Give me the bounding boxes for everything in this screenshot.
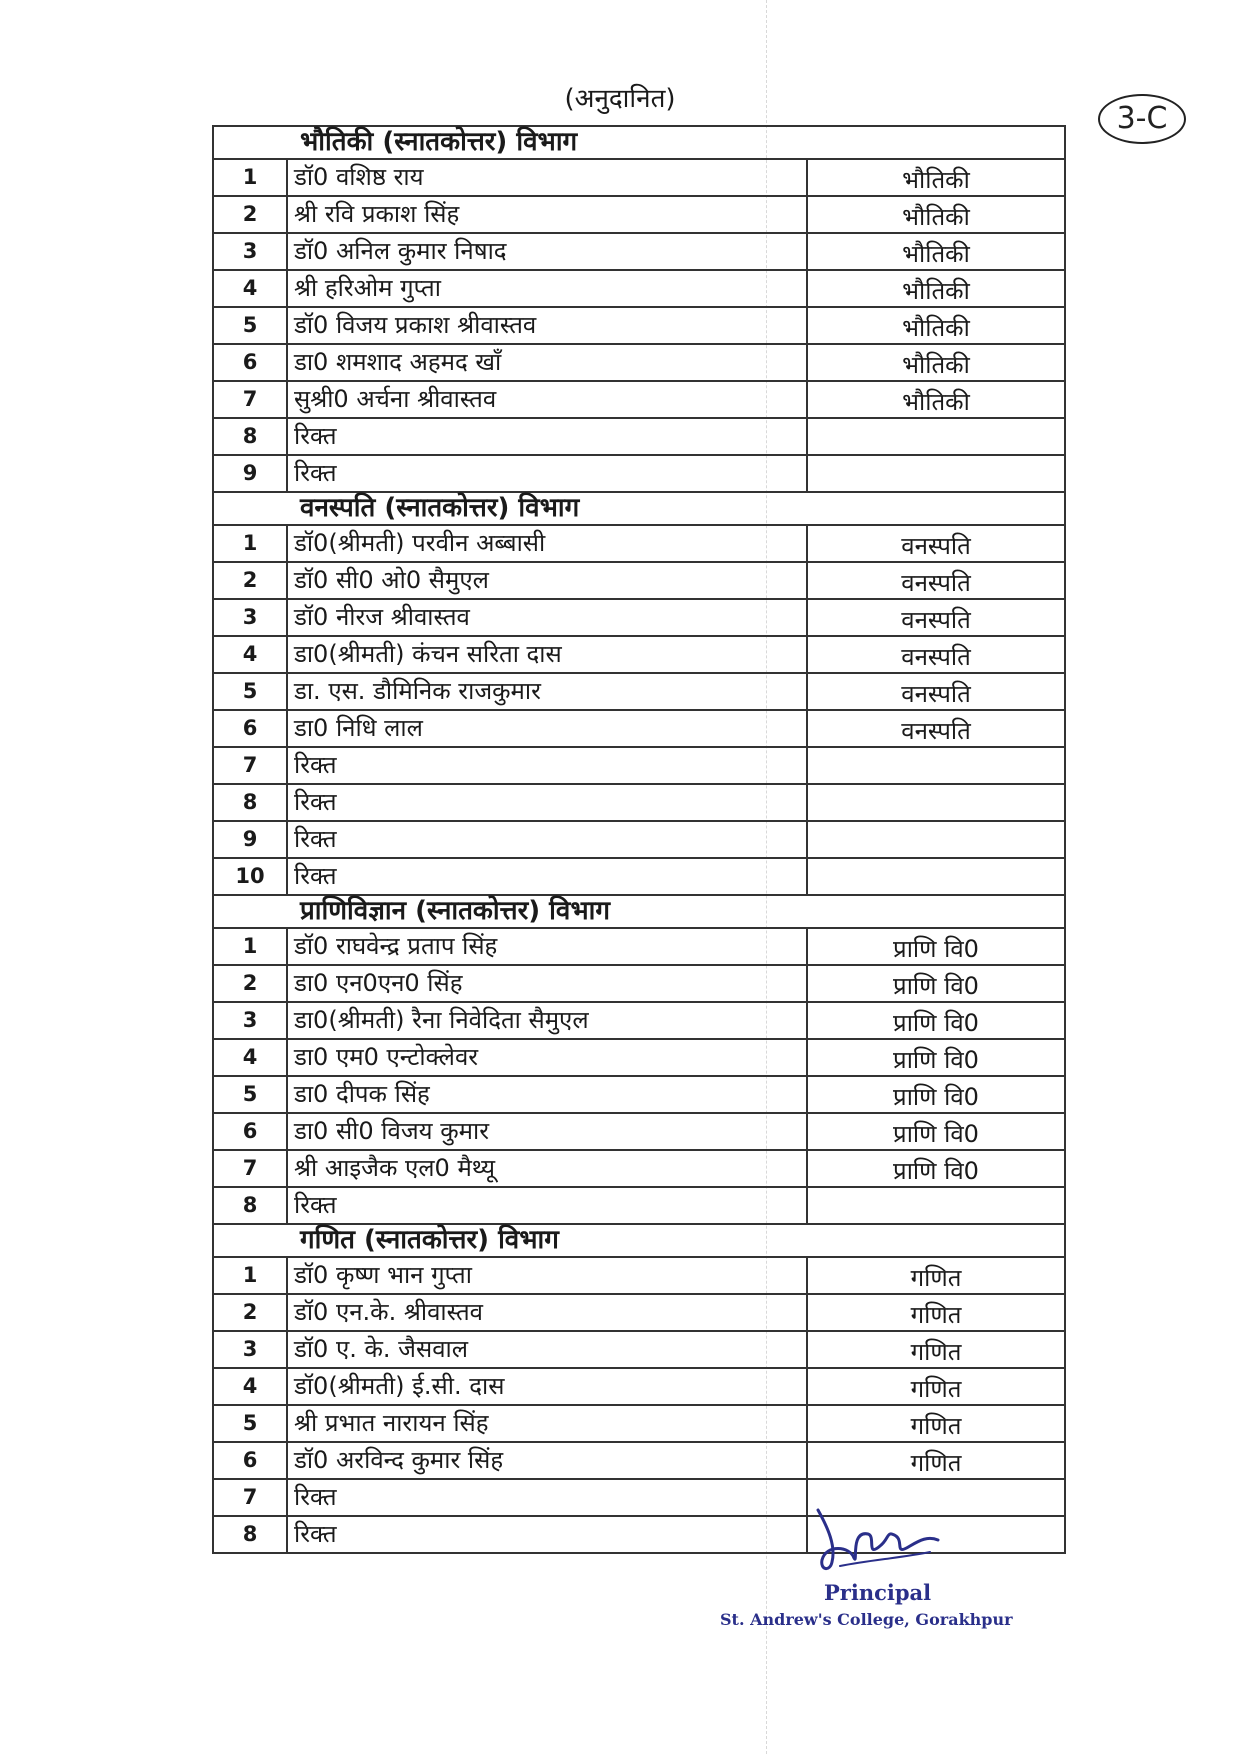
table-row [214,308,1066,345]
subject-name: वनस्पति [808,600,1066,635]
staff-name: रिक्त [288,1480,808,1515]
serial-number: 1 [214,526,288,561]
table-row [214,382,1066,419]
serial-number: 2 [214,197,288,232]
table-row [214,563,1066,600]
department-header: भौतिकी (स्नातकोत्तर) विभाग [214,127,1066,160]
staff-table [212,125,1066,1554]
staff-name: रिक्त [288,822,808,857]
subject-name [808,859,1066,894]
signature [810,1500,950,1580]
subject-name: वनस्पति [808,637,1066,672]
table-row [214,456,1066,493]
staff-name: डा0 सी0 विजय कुमार [288,1114,808,1149]
table-row [214,1040,1066,1077]
subject-name: प्राणि वि0 [808,1040,1066,1075]
subject-name: गणित [808,1406,1066,1441]
table-row [214,1295,1066,1332]
subject-name [808,748,1066,783]
staff-name: रिक्त [288,859,808,894]
staff-name: डा0(श्रीमती) कंचन सरिता दास [288,637,808,672]
serial-number: 4 [214,637,288,672]
serial-number: 7 [214,748,288,783]
serial-number: 4 [214,271,288,306]
staff-name: रिक्त [288,748,808,783]
staff-name: श्री रवि प्रकाश सिंह [288,197,808,232]
table-row [214,1077,1066,1114]
subject-name: वनस्पति [808,711,1066,746]
staff-name: डॉ0 वशिष्ठ राय [288,160,808,195]
serial-number: 5 [214,1406,288,1441]
staff-name: डा. एस. डौमिनिक राजकुमार [288,674,808,709]
table-row [214,966,1066,1003]
subject-name: प्राणि वि0 [808,1151,1066,1186]
subject-name: भौतिकी [808,345,1066,380]
table-row [214,711,1066,748]
serial-number: 3 [214,1003,288,1038]
serial-number: 8 [214,419,288,454]
table-row [214,748,1066,785]
subject-name: भौतिकी [808,160,1066,195]
subject-name: गणित [808,1258,1066,1293]
serial-number: 2 [214,1295,288,1330]
table-row [214,1151,1066,1188]
table-row [214,929,1066,966]
serial-number: 3 [214,234,288,269]
table-row [214,785,1066,822]
staff-name: डा0 दीपक सिंह [288,1077,808,1112]
subject-name: प्राणि वि0 [808,929,1066,964]
signatory-title: Principal [824,1580,932,1605]
serial-number: 8 [214,1517,288,1552]
table-row [214,600,1066,637]
staff-name: रिक्त [288,456,808,491]
serial-number: 6 [214,1114,288,1149]
serial-number: 9 [214,822,288,857]
serial-number: 7 [214,1151,288,1186]
department-header: प्राणिविज्ञान (स्नातकोत्तर) विभाग [214,896,1066,929]
table-row [214,197,1066,234]
subject-name [808,785,1066,820]
table-row [214,271,1066,308]
page-label: 3-C [1098,94,1186,144]
table-row [214,637,1066,674]
staff-name: डॉ0 एन.के. श्रीवास्तव [288,1295,808,1330]
staff-name: रिक्त [288,1188,808,1223]
table-row [214,859,1066,896]
serial-number: 5 [214,1077,288,1112]
serial-number: 1 [214,1258,288,1293]
staff-name: डॉ0(श्रीमती) ई.सी. दास [288,1369,808,1404]
table-row [214,1188,1066,1225]
subject-name: भौतिकी [808,382,1066,417]
staff-name: डा0 एम0 एन्टोक्लेवर [288,1040,808,1075]
serial-number: 3 [214,600,288,635]
subject-name: गणित [808,1443,1066,1478]
table-row [214,526,1066,563]
institution-name: St. Andrew's College, Gorakhpur [720,1610,1013,1629]
department-header: गणित (स्नातकोत्तर) विभाग [214,1225,1066,1258]
subject-name: वनस्पति [808,526,1066,561]
serial-number: 9 [214,456,288,491]
table-row [214,822,1066,859]
serial-number: 2 [214,966,288,1001]
staff-name: रिक्त [288,1517,808,1552]
table-row [214,234,1066,271]
subject-name: गणित [808,1332,1066,1367]
serial-number: 8 [214,1188,288,1223]
subject-name: प्राणि वि0 [808,1003,1066,1038]
staff-name: डॉ0 कृष्ण भान गुप्ता [288,1258,808,1293]
serial-number: 3 [214,1332,288,1367]
table-row [214,1003,1066,1040]
subject-name: भौतिकी [808,271,1066,306]
serial-number: 6 [214,711,288,746]
serial-number: 10 [214,859,288,894]
table-row [214,1332,1066,1369]
subject-name: भौतिकी [808,308,1066,343]
table-row [214,419,1066,456]
staff-name: डॉ0(श्रीमती) परवीन अब्बासी [288,526,808,561]
staff-name: डॉ0 सी0 ओ0 सैमुएल [288,563,808,598]
staff-name: रिक्त [288,785,808,820]
table-row [214,345,1066,382]
staff-name: डा0(श्रीमती) रैना निवेदिता सैमुएल [288,1003,808,1038]
staff-name: डा0 एन0एन0 सिंह [288,966,808,1001]
staff-name: डॉ0 विजय प्रकाश श्रीवास्तव [288,308,808,343]
subject-name: वनस्पति [808,563,1066,598]
table-row [214,1369,1066,1406]
serial-number: 6 [214,345,288,380]
table-row [214,1258,1066,1295]
serial-number: 7 [214,1480,288,1515]
subject-name [808,419,1066,454]
subject-name: प्राणि वि0 [808,966,1066,1001]
table-row [214,1443,1066,1480]
serial-number: 5 [214,674,288,709]
serial-number: 5 [214,308,288,343]
staff-name: डॉ0 अनिल कुमार निषाद [288,234,808,269]
table-row [214,674,1066,711]
staff-name: डॉ0 राघवेन्द्र प्रताप सिंह [288,929,808,964]
serial-number: 1 [214,929,288,964]
subject-name [808,822,1066,857]
subject-name [808,456,1066,491]
subject-name [808,1188,1066,1223]
staff-name: डॉ0 अरविन्द कुमार सिंह [288,1443,808,1478]
subject-name: भौतिकी [808,234,1066,269]
subject-name: प्राणि वि0 [808,1077,1066,1112]
serial-number: 8 [214,785,288,820]
department-header: वनस्पति (स्नातकोत्तर) विभाग [214,493,1066,526]
serial-number: 4 [214,1369,288,1404]
staff-name: श्री आइजैक एल0 मैथ्यू [288,1151,808,1186]
serial-number: 4 [214,1040,288,1075]
table-row [214,160,1066,197]
staff-name: डा0 शमशाद अहमद खाँ [288,345,808,380]
document-heading: (अनुदानित) [564,84,676,114]
subject-name: भौतिकी [808,197,1066,232]
serial-number: 7 [214,382,288,417]
table-row [214,1114,1066,1151]
staff-name: श्री हरिओम गुप्ता [288,271,808,306]
staff-name: डा0 निधि लाल [288,711,808,746]
subject-name: गणित [808,1369,1066,1404]
serial-number: 1 [214,160,288,195]
serial-number: 2 [214,563,288,598]
subject-name: वनस्पति [808,674,1066,709]
staff-name: डॉ0 ए. के. जैसवाल [288,1332,808,1367]
staff-name: श्री प्रभात नारायन सिंह [288,1406,808,1441]
subject-name: प्राणि वि0 [808,1114,1066,1149]
table-row [214,1406,1066,1443]
serial-number: 6 [214,1443,288,1478]
staff-name: डॉ0 नीरज श्रीवास्तव [288,600,808,635]
staff-name: रिक्त [288,419,808,454]
subject-name: गणित [808,1295,1066,1330]
staff-name: सुश्री0 अर्चना श्रीवास्तव [288,382,808,417]
